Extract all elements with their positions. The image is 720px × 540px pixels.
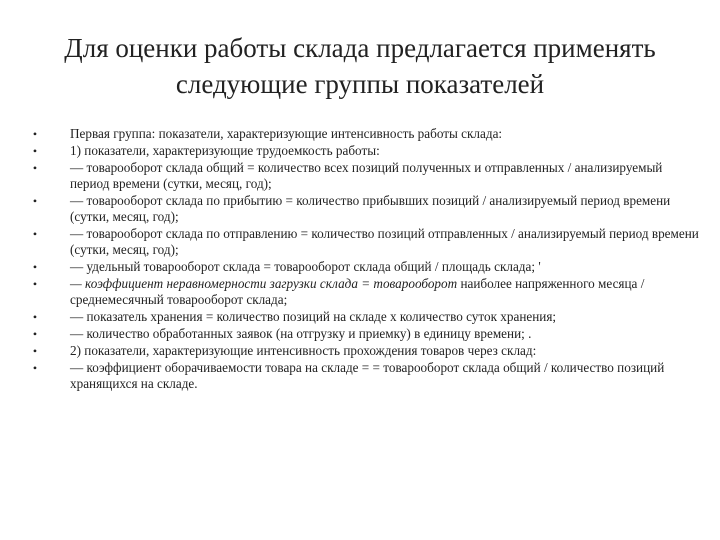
list-item-text: — коэффициент оборачиваемости товара на складе = = товарооборот склада общий / количество позиций хранящихся на складе. xyxy=(70,360,665,391)
bullet-icon: • xyxy=(32,144,38,158)
list-item xyxy=(30,360,702,392)
bullet-list xyxy=(30,126,702,393)
bullet-icon: • xyxy=(32,277,38,291)
list-item-text: — количество обработанных заявок (на отгрузку и приемку) в единицу времени; . xyxy=(70,326,532,341)
bullet-icon: • xyxy=(32,361,38,375)
list-item-text: — товарооборот склада по отправлению = количество позиций отправленных / анализируемый период времени (сутки, месяц, год); xyxy=(70,226,699,257)
bullet-icon: • xyxy=(32,310,38,324)
list-item-text: — удельный товарооборот склада = товарооборот склада общий / площадь склада; ' xyxy=(70,259,541,274)
bullet-icon: • xyxy=(32,344,38,358)
list-item xyxy=(30,126,702,142)
list-item xyxy=(30,309,702,325)
bullet-icon: • xyxy=(32,227,38,241)
list-item-text: 1) показатели, характеризующие трудоемкость работы: xyxy=(70,143,380,158)
list-item xyxy=(30,276,702,308)
slide-title: Для оценки работы склада предлагается применять следующие группы показателей xyxy=(64,33,656,99)
list-item-text: наиболее напряженного месяца / среднемесячный товарооборот склада; xyxy=(70,276,645,307)
list-item xyxy=(30,226,702,258)
list-item-text: Первая группа: показатели, характеризующие интенсивность работы склада: xyxy=(70,126,503,141)
bullet-icon: • xyxy=(32,327,38,341)
list-item xyxy=(30,259,702,275)
list-item-text: — показатель хранения = количество позиций на складе х количество суток хранения; xyxy=(70,309,557,324)
bullet-icon: • xyxy=(32,161,38,175)
list-item xyxy=(30,326,702,342)
list-item xyxy=(30,160,702,192)
list-item-text: — товарооборот склада общий = количество всех позиций полученных и отправленных / анализируемый период времени (сутки, месяц, год); xyxy=(70,160,663,191)
bullet-icon: • xyxy=(32,127,38,141)
list-item xyxy=(30,193,702,225)
bullet-icon: • xyxy=(32,260,38,274)
list-item-text: 2) показатели, характеризующие интенсивность прохождения товаров через склад: xyxy=(70,343,537,358)
bullet-icon: • xyxy=(32,194,38,208)
list-item xyxy=(30,143,702,159)
list-item-italic-text: — коэффициент неравномерности загрузки склада = товарооборот xyxy=(70,276,458,291)
list-item xyxy=(30,343,702,359)
list-item-text: — товарооборот склада по прибытию = количество прибывших позиций / анализируемый период времени (сутки, месяц, год); xyxy=(70,193,671,224)
